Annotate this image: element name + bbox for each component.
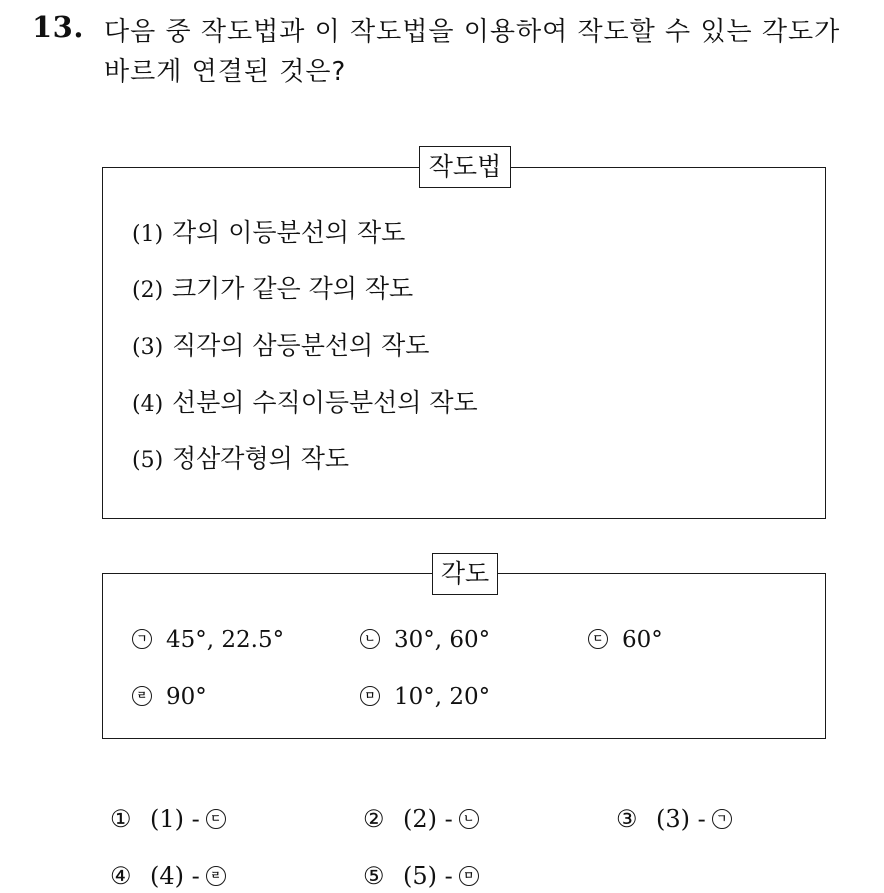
choice-number: ⑤ [363, 862, 385, 890]
choice-number: ④ [110, 862, 132, 890]
circled-mark: ㄷ [206, 809, 226, 829]
method-text: 크기가 같은 각의 작도 [172, 274, 414, 303]
method-number: (3) [132, 335, 164, 360]
answer-choice-4[interactable] [110, 859, 226, 893]
angle-value: 30°, 60° [394, 627, 491, 653]
method-number: (2) [132, 278, 164, 303]
choice-number: ② [363, 805, 385, 833]
choice-pair: (3) - [656, 805, 706, 833]
angle-value: 90° [166, 684, 207, 710]
angle-item [360, 622, 490, 656]
angle-value: 45°, 22.5° [166, 627, 285, 653]
angle-value: 10°, 20° [394, 684, 491, 710]
methods-box-title: 작도법 [419, 146, 511, 188]
circled-mark: ㄷ [588, 629, 608, 649]
method-text: 정삼각형의 작도 [172, 444, 349, 473]
angle-value: 60° [622, 627, 663, 653]
answer-choice-3[interactable] [616, 802, 732, 836]
angle-item [132, 622, 284, 656]
choice-pair: (4) - [150, 862, 200, 890]
circled-mark: ㄴ [459, 809, 479, 829]
answer-choice-1[interactable] [110, 802, 226, 836]
choice-pair: (1) - [150, 805, 200, 833]
answer-choice-2[interactable] [363, 802, 479, 836]
circled-mark: ㅁ [360, 686, 380, 706]
method-number: (5) [132, 448, 164, 473]
circled-mark: ㄹ [132, 686, 152, 706]
method-item [132, 271, 413, 307]
method-item [132, 441, 349, 477]
angle-item [132, 679, 207, 713]
method-item [132, 328, 429, 364]
method-number: (1) [132, 222, 164, 247]
answer-choice-5[interactable] [363, 859, 479, 893]
choice-pair: (5) - [403, 862, 453, 890]
choice-pair: (2) - [403, 805, 453, 833]
angle-item [360, 679, 490, 713]
method-number: (4) [132, 392, 164, 417]
method-text: 직각의 삼등분선의 작도 [172, 331, 430, 360]
circled-mark: ㄱ [712, 809, 732, 829]
method-text: 선분의 수직이등분선의 작도 [172, 388, 478, 417]
circled-mark: ㅁ [459, 866, 479, 886]
question-text: 다음 중 작도법과 이 작도법을 이용하여 작도할 수 있는 각도가 바르게 연결된 것은? [104, 17, 841, 87]
method-text: 각의 이등분선의 작도 [172, 218, 406, 247]
angle-item [588, 622, 663, 656]
choice-number: ③ [616, 805, 638, 833]
question-number: 13. [32, 10, 84, 44]
choice-number: ① [110, 805, 132, 833]
circled-mark: ㄱ [132, 629, 152, 649]
angles-box-title: 각도 [432, 553, 498, 595]
method-item [132, 215, 405, 251]
method-item [132, 385, 478, 421]
circled-mark: ㄴ [360, 629, 380, 649]
circled-mark: ㄹ [206, 866, 226, 886]
